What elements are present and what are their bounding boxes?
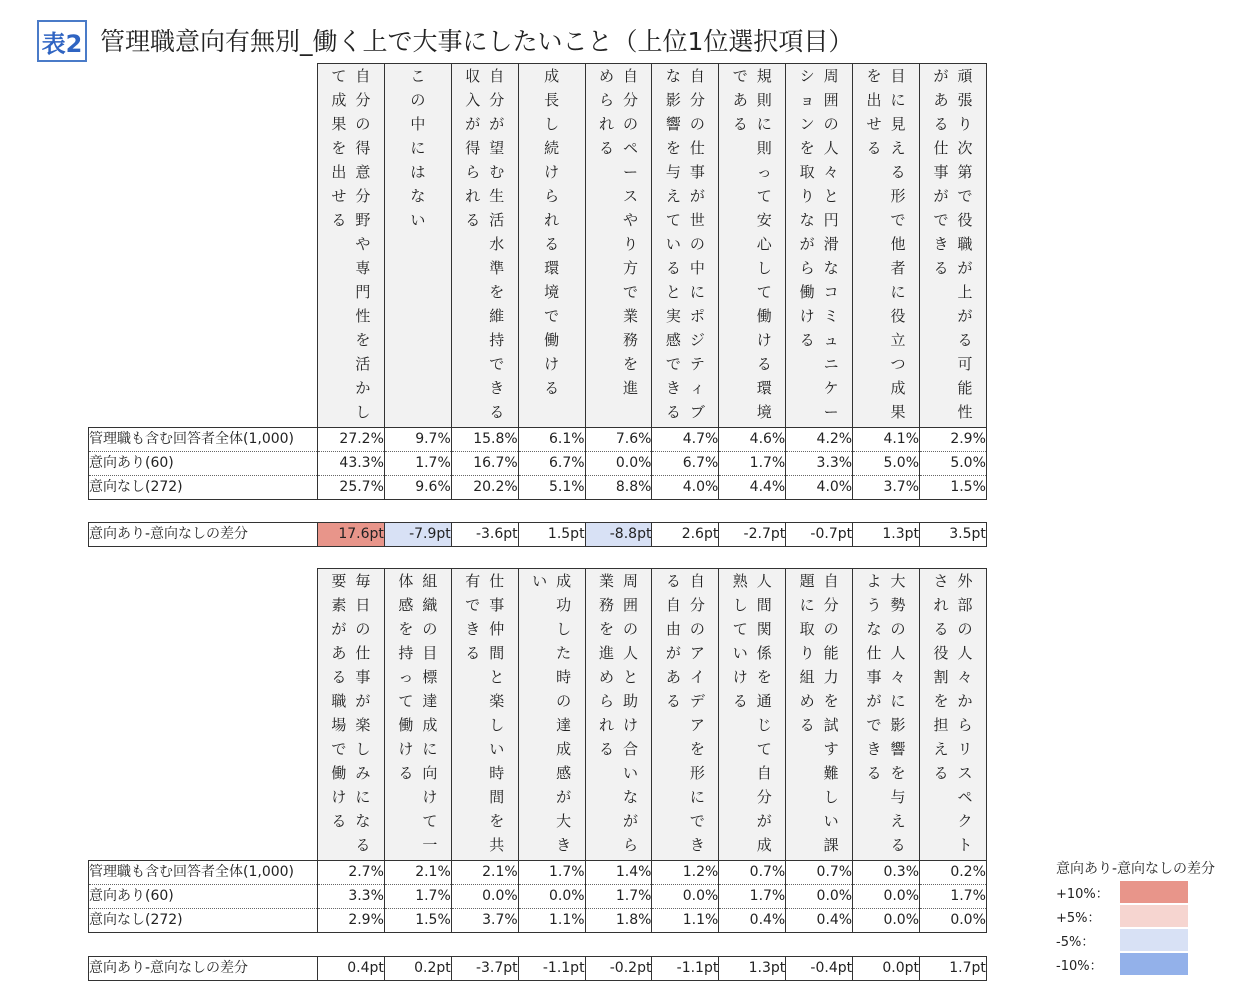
row-label: 意向あり(60) [89,885,318,909]
diff-cell: 1.3pt [853,523,920,547]
column-header [786,64,853,428]
value-cell: 2.7% [318,861,385,885]
value-cell: 1.8% [585,909,652,933]
row-label: 意向なし(272) [89,909,318,933]
legend-item [1056,880,1231,904]
table-row [89,885,987,909]
data-table-2 [88,568,987,933]
diff-table-1 [88,522,987,547]
vertical-line: 人 間 関 係 を 通 じ て 自 分 が 成 [756,572,772,854]
value-cell: 5.0% [853,452,920,476]
value-cell: 7.6% [585,428,652,452]
legend-swatch [1120,881,1188,903]
value-cell: 9.7% [384,428,451,452]
value-cell: 0.4% [786,909,853,933]
vertical-line: る 自 由 が あ る [665,572,681,710]
vertical-line: い [532,572,548,590]
vertical-text [853,64,919,424]
value-cell: 6.7% [652,452,719,476]
diff-cell: 1.5pt [518,523,585,547]
column-header [585,569,652,861]
vertical-text [385,569,451,857]
table-row [89,476,987,500]
value-cell: 4.7% [652,428,719,452]
vertical-line: 組 織 の 目 標 達 成 に 向 け て 一 [422,572,438,854]
vertical-line: 熟 し て い け る [732,572,748,710]
diff-cell: -0.7pt [786,523,853,547]
table-row [89,428,987,452]
diff-cell: 17.6pt [318,523,385,547]
vertical-text [652,64,718,424]
row-label: 管理職も含む回答者全体(1,000) [89,861,318,885]
value-cell: 4.1% [853,428,920,452]
value-cell: 1.7% [384,885,451,909]
vertical-line: て 成 果 を 出 せ る [331,67,347,229]
diff-cell: 2.6pt [652,523,719,547]
column-header [719,569,786,861]
legend-item [1056,928,1231,952]
vertical-line: 周 囲 の 人 と 助 け 合 い な が ら [622,572,638,854]
column-header [853,569,920,861]
column-header [318,64,385,428]
value-cell: 0.0% [652,885,719,909]
value-cell: 2.1% [451,861,518,885]
vertical-line: 規 則 に 則 っ て 安 心 し て 働 け る 環 境 [756,67,772,421]
value-cell: 4.0% [786,476,853,500]
value-cell: 25.7% [318,476,385,500]
legend-label: +10%： [1056,886,1109,902]
value-cell: 5.0% [920,452,987,476]
column-header [384,64,451,428]
legend-swatch [1120,929,1188,951]
column-header [786,569,853,861]
vertical-line: を 出 せ る [866,67,882,157]
value-cell: 0.0% [451,885,518,909]
vertical-line: 体 感 を 持 っ て 働 け る [398,572,414,782]
header-spacer [89,569,318,861]
diff-cell: 0.0pt [853,957,920,981]
value-cell: 20.2% [451,476,518,500]
data-table-1 [88,63,987,500]
vertical-line: で あ る [732,67,748,133]
column-header [652,569,719,861]
vertical-line: 目 に 見 え る 形 で 他 者 に 役 立 つ 成 果 [890,67,906,421]
value-cell: 6.1% [518,428,585,452]
value-cell: 4.6% [719,428,786,452]
diff-cell: 1.7pt [920,957,987,981]
vertical-line: 有 で き る [465,572,481,662]
legend-swatch [1120,953,1188,975]
legend-item [1056,904,1231,928]
vertical-text [318,64,384,424]
legend-label: -5%： [1056,934,1095,950]
value-cell: 1.7% [585,885,652,909]
vertical-text [519,64,585,400]
diff-cell: -3.6pt [451,523,518,547]
value-cell: 2.1% [384,861,451,885]
vertical-line: 外 部 の 人 々 か ら リ ス ペ ク ト [957,572,973,854]
vertical-text [586,569,652,857]
vertical-line: 毎 日 の 仕 事 が 楽 し み に な る [355,572,371,854]
row-label: 意向なし(272) [89,476,318,500]
legend-label: -10%： [1056,958,1103,974]
value-cell: 0.3% [853,861,920,885]
vertical-text [853,569,919,857]
value-cell: 1.5% [920,476,987,500]
vertical-text [920,64,986,424]
column-header [451,64,518,428]
value-cell: 1.1% [518,909,585,933]
column-header [920,64,987,428]
value-cell: 4.4% [719,476,786,500]
value-cell: 3.3% [786,452,853,476]
vertical-line: 収 入 が 得 ら れ る [465,67,481,229]
color-legend [1056,858,1231,976]
diff-cell: -1.1pt [652,957,719,981]
legend-item [1056,952,1231,976]
column-header [585,64,652,428]
vertical-text [719,64,785,424]
vertical-line: な 影 響 を 与 え て い る と 実 感 で き る [665,67,681,421]
value-cell: 0.7% [786,861,853,885]
column-header-row [89,64,987,428]
vertical-line: 自 分 の 能 力 を 試 す 難 し い 課 [823,572,839,854]
value-cell: 8.8% [585,476,652,500]
column-header [451,569,518,861]
diff-cell: -3.7pt [451,957,518,981]
diff-label: 意向あり-意向なしの差分 [89,523,318,547]
vertical-line: が あ る 仕 事 が で き る [933,67,949,277]
vertical-text [786,64,852,424]
vertical-line: 大 勢 の 人 々 に 影 響 を 与 え る [890,572,906,854]
table-row [89,909,987,933]
vertical-line: 要 素 が あ る 職 場 で 働 け る [331,572,347,830]
vertical-line: 自 分 の ペ ー ス や り 方 で 業 務 を 進 [622,67,638,397]
value-cell: 0.2% [920,861,987,885]
diff-label: 意向あり-意向なしの差分 [89,957,318,981]
vertical-text [318,569,384,857]
page-title: 管理職意向有無別_働く上で大事にしたいこと（上位1位選択項目） [100,27,854,56]
row-label: 意向あり(60) [89,452,318,476]
value-cell: 4.0% [652,476,719,500]
value-cell: 1.7% [920,885,987,909]
vertical-text [586,64,652,400]
diff-cell: -1.1pt [518,957,585,981]
value-cell: 1.5% [384,909,451,933]
diff-cell: 0.2pt [384,957,451,981]
column-header [652,64,719,428]
diff-cell: 0.4pt [318,957,385,981]
value-cell: 1.7% [384,452,451,476]
table-row [89,452,987,476]
header-spacer [89,64,318,428]
legend-swatch [1120,905,1188,927]
column-header-row [89,569,987,861]
value-cell: 16.7% [451,452,518,476]
vertical-text [920,569,986,857]
vertical-line: 題 に 取 り 組 め る [799,572,815,734]
diff-cell: 3.5pt [920,523,987,547]
value-cell: 3.7% [451,909,518,933]
value-cell: 0.0% [920,909,987,933]
vertical-line: 成 長 し 続 け ら れ る 環 境 で 働 け る [544,67,560,397]
value-cell: 1.7% [518,861,585,885]
vertical-line: 自 分 の ア イ デ ア を 形 に で き [689,572,705,854]
value-cell: 3.3% [318,885,385,909]
value-cell: 0.0% [853,909,920,933]
column-header [518,64,585,428]
diff-cell: -7.9pt [384,523,451,547]
diff-cell: -0.4pt [786,957,853,981]
diff-cell: -8.8pt [585,523,652,547]
value-cell: 1.7% [719,452,786,476]
diff-row [89,523,987,547]
vertical-text [385,64,451,232]
vertical-line: 自 分 が 望 む 生 活 水 準 を 維 持 で き る [489,67,505,421]
vertical-text [652,569,718,857]
vertical-line: よ う な 仕 事 が で き る [866,572,882,782]
diff-cell: -0.2pt [585,957,652,981]
vertical-line: 自 分 の 仕 事 が 世 の 中 に ポ ジ テ ィ ブ [689,67,705,421]
vertical-text [452,64,518,424]
vertical-text [519,569,585,857]
vertical-line: こ の 中 に は な い [410,67,426,229]
diff-cell: -2.7pt [719,523,786,547]
vertical-line: め ら れ る [598,67,614,157]
column-header [853,64,920,428]
vertical-text [452,569,518,857]
value-cell: 0.4% [719,909,786,933]
diff-table-2 [88,956,987,981]
vertical-line: 自 分 の 得 意 分 野 や 専 門 性 を 活 か し [355,67,371,421]
column-header [920,569,987,861]
vertical-text [786,569,852,857]
value-cell: 1.4% [585,861,652,885]
diff-cell: 1.3pt [719,957,786,981]
value-cell: 6.7% [518,452,585,476]
value-cell: 0.0% [786,885,853,909]
value-cell: 2.9% [920,428,987,452]
column-header [318,569,385,861]
value-cell: 3.7% [853,476,920,500]
vertical-line: 仕 事 仲 間 と 楽 し い 時 間 を 共 [489,572,505,854]
value-cell: 1.2% [652,861,719,885]
value-cell: 1.7% [719,885,786,909]
vertical-text [719,569,785,857]
vertical-line: さ れ る 役 割 を 担 え る [933,572,949,782]
column-header [384,569,451,861]
column-header [518,569,585,861]
vertical-line: 周 囲 の 人 々 と 円 滑 な コ ミ ュ ニ ケ ー [823,67,839,421]
vertical-line: 頑 張 り 次 第 で 役 職 が 上 が る 可 能 性 [957,67,973,421]
vertical-line: 成 功 し た 時 の 達 成 感 が 大 き [556,572,572,854]
value-cell: 43.3% [318,452,385,476]
legend-title: 意向あり-意向なしの差分 [1056,861,1216,877]
value-cell: 0.0% [585,452,652,476]
legend-label: +5%： [1056,910,1101,926]
value-cell: 1.1% [652,909,719,933]
vertical-line: シ ョ ン を 取 り な が ら 働 け る [799,67,815,349]
value-cell: 9.6% [384,476,451,500]
row-label: 管理職も含む回答者全体(1,000) [89,428,318,452]
value-cell: 0.0% [518,885,585,909]
value-cell: 0.7% [719,861,786,885]
value-cell: 5.1% [518,476,585,500]
column-header [719,64,786,428]
table-row [89,861,987,885]
value-cell: 27.2% [318,428,385,452]
value-cell: 0.0% [853,885,920,909]
value-cell: 4.2% [786,428,853,452]
value-cell: 2.9% [318,909,385,933]
table-number-badge: 表2 [37,20,87,62]
value-cell: 15.8% [451,428,518,452]
diff-row [89,957,987,981]
vertical-line: 業 務 を 進 め ら れ る [598,572,614,758]
